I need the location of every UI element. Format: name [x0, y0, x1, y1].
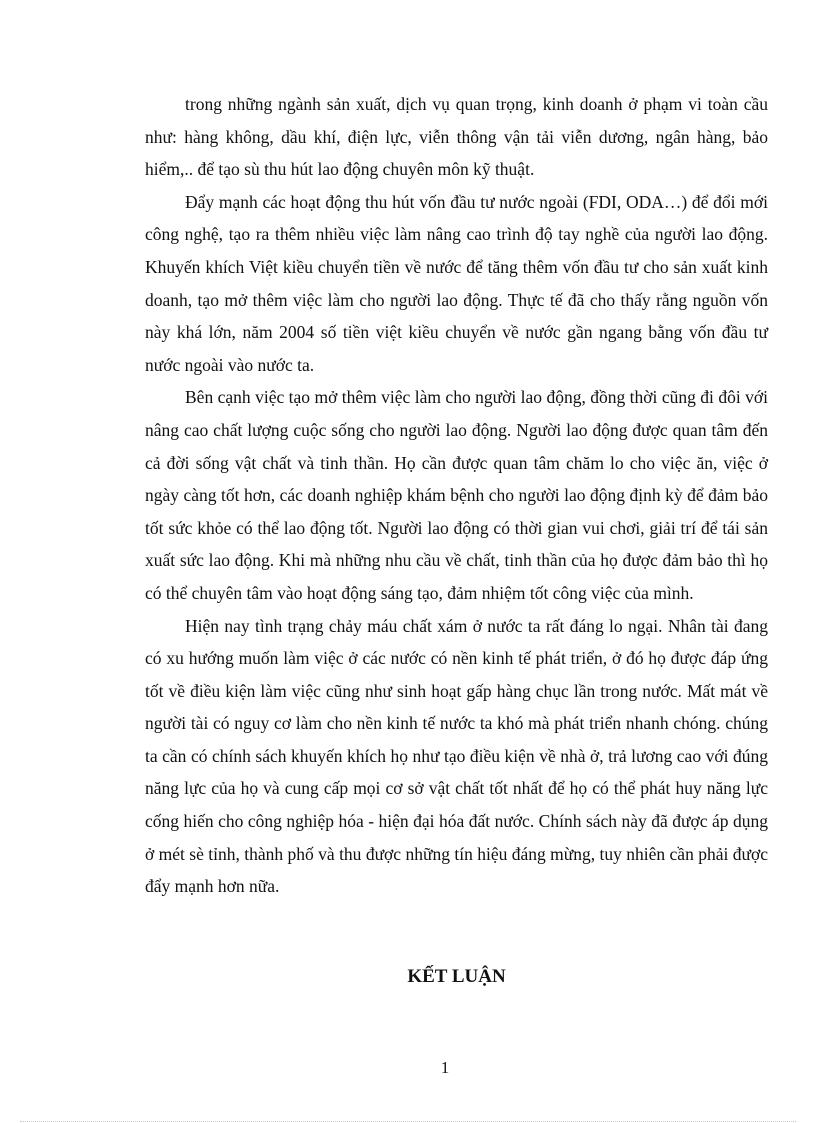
paragraph-3: Bên cạnh việc tạo mở thêm việc làm cho người lao động, đồng thời cũng đi đôi với nâng cao chất lượng cuộc sống cho người lao động. Người lao động được quan tâm đến cả đời sống vật chất và tinh thần. Họ cần được quan tâm chăm lo cho việc ăn, việc ở ngày càng tốt hơn, các doanh nghiệp khám bệnh cho người lao động định kỳ để đảm bảo tốt sức khỏe có thể lao động tốt. Người lao động có thời gian vui chơi, giải trí để tái sản xuất sức lao động. Khi mà những nhu cầu về chất, tinh thần của họ được đảm bảo thì họ có thể chuyên tâm vào hoạt động sáng tạo, đảm nhiệm tốt công việc của mình.: [145, 387, 768, 603]
paragraph-4: Hiện nay tình trạng chảy máu chất xám ở nước ta rất đáng lo ngại. Nhân tài đang có xu hướng muốn làm việc ở các nước có nền kinh tế phát triển, ở đó họ được đáp ứng tốt về điều kiện làm việc cũng như sinh hoạt gấp hàng chục lần trong nước. Mất mát về người tài có nguy cơ làm cho nền kinh tế nước ta khó mà phát triển nhanh chóng. chúng ta cần có chính sách khuyến khích họ như tạo điều kiện về nhà ở, trả lương cao với đúng năng lực của họ và cung cấp mọi cơ sở vật chất tốt nhất để họ có thể phát huy năng lực cống hiến cho công nghiệp hóa - hiện đại hóa đất nước. Chính sách này đã được áp dụng ở mét sè tỉnh, thành phố và thu được những tín hiệu đáng mừng, tuy nhiên cần phải được đẩy mạnh hơn nữa.: [145, 615, 768, 897]
section-heading: KẾT LUẬN: [407, 966, 506, 987]
page-number: 1: [440, 1058, 450, 1077]
page-bottom-divider: [20, 1121, 796, 1122]
paragraph-1: trong những ngành sản xuất, dịch vụ quan trọng, kinh doanh ở phạm vi toàn cầu như: hàng không, dầu khí, điện lực, viễn thông vận tải viễn dương, ngân hàng, bảo hiểm,.. để tạo sù thu hút lao động chuyên môn kỹ thuật.: [145, 94, 768, 180]
body-text: [145, 88, 768, 903]
paragraph-2: Đẩy mạnh các hoạt động thu hút vốn đầu tư nước ngoài (FDI, ODA…) để đổi mới công nghệ, tạo ra thêm nhiều việc làm nâng cao trình độ tay nghề của người lao động. Khuyến khích Việt kiều chuyển tiền về nước để tăng thêm vốn đầu tư cho sản xuất kinh doanh, tạo mở thêm việc làm cho người lao động. Thực tế đã cho thấy rằng nguồn vốn này khá lớn, năm 2004 số tiền việt kiều chuyển về nước gần ngang bằng vốn đầu tư nước ngoài vào nước ta.: [145, 191, 768, 375]
